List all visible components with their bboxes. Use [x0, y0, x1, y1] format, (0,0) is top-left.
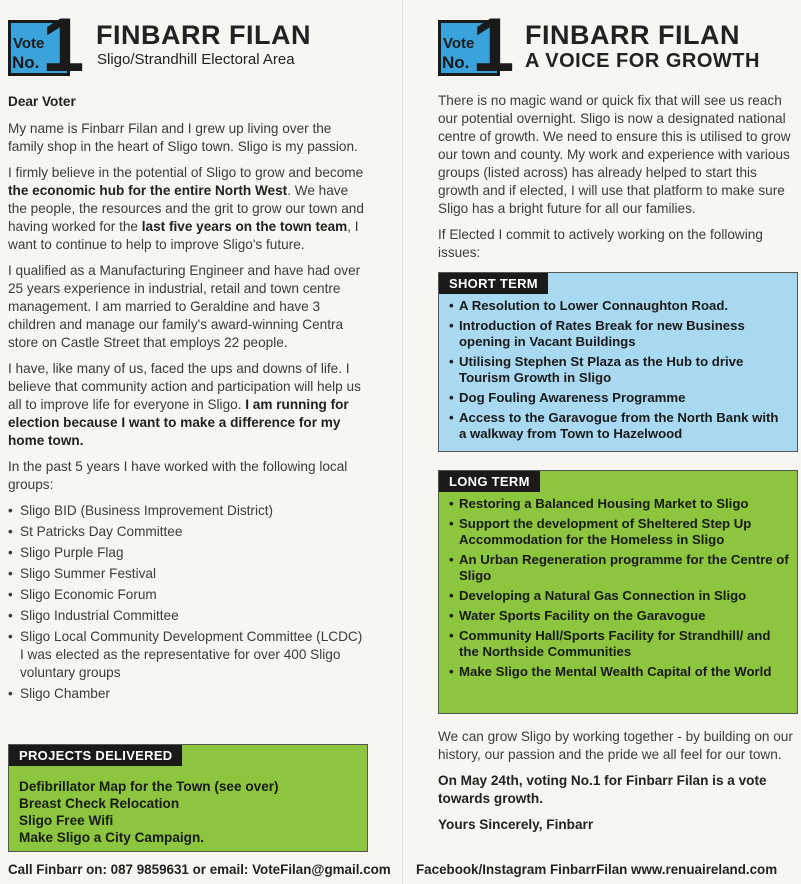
groups-intro: In the past 5 years I have worked with the following local groups: — [8, 459, 348, 492]
list-item: Breast Check Relocation — [19, 796, 180, 811]
list-item: • Introduction of Rates Break for new Business opening in Vacant Buildings — [449, 318, 789, 350]
list-item: • Sligo Industrial Committee — [8, 607, 368, 625]
background-paragraph: I qualified as a Manufacturing Engineer and have had over 25 years experience in industrial, retail and town centre management. I am married to Geraldine and have 3 children and manage our family's award-winning Centra store on Castle Street that employs 22 people. — [8, 263, 361, 350]
belief-text-e: , I want to continue to help to improve Sligo's future. — [8, 219, 359, 252]
logo-vote-text: Vote — [443, 35, 475, 52]
intro-paragraph: My name is Finbarr Filan and I grew up living over the family shop in the heart of Sligo town. Sligo is my passion. — [8, 121, 358, 154]
signoff: Yours Sincerely, Finbarr — [438, 817, 594, 832]
left-body — [8, 93, 368, 706]
list-item: Make Sligo a City Campaign. — [19, 830, 205, 845]
list-item: • Dog Fouling Awareness Programme — [449, 390, 789, 406]
community-paragraph — [8, 360, 368, 450]
list-item: • Community Hall/Sports Facility for Strandhill/ and the Northside Communities — [449, 628, 789, 660]
logo-one-text: 1 — [472, 3, 515, 88]
list-item: Sligo Free Wifi — [19, 813, 114, 828]
column-divider — [402, 0, 403, 884]
growth-paragraph: There is no magic wand or quick fix that will see us reach our potential overnight. Sligo is now a designated national centre of growth. We need to ensure this is utilised to grow our town and county. My work and experience with various groups (listed across) has already helped to start this growth and if elected, I will use that platform to make sure Sligo has a bright future for all our families. — [438, 93, 791, 216]
logo-one-text: 1 — [42, 3, 85, 88]
short-term-tag: SHORT TERM — [439, 273, 548, 294]
list-item: • A Resolution to Lower Connaughton Road. — [449, 298, 789, 314]
list-item: • St Patricks Day Committee — [8, 523, 368, 541]
list-item: • Sligo Purple Flag — [8, 544, 368, 562]
list-item: • Developing a Natural Gas Connection in Sligo — [449, 588, 789, 604]
list-item: • Support the development of Sheltered Step Up Accommodation for the Homeless in Sligo — [449, 516, 789, 548]
right-header — [410, 0, 801, 88]
left-column — [0, 0, 400, 877]
vote-no1-logo — [8, 3, 85, 88]
list-item: • Utilising Stephen St Plaza as the Hub to drive Tourism Growth in Sligo — [449, 354, 789, 386]
logo-no-text: No. — [12, 53, 40, 72]
slogan: A VOICE FOR GROWTH — [525, 50, 760, 72]
belief-bold-d: last five years on the town team — [141, 219, 348, 234]
belief-paragraph — [8, 164, 368, 254]
list-item: • An Urban Regeneration programme for the Centre of Sligo — [449, 552, 789, 584]
belief-bold-b: the economic hub for the entire North West — [8, 183, 288, 198]
social-footer: Facebook/Instagram FinbarrFilan www.renuaireland.com — [416, 862, 778, 877]
right-body — [438, 92, 798, 270]
right-column — [410, 0, 801, 877]
long-term-list — [439, 492, 797, 688]
greeting: Dear Voter — [8, 94, 76, 109]
projects-tag: PROJECTS DELIVERED — [9, 745, 182, 766]
list-item: • Make Sligo the Mental Wealth Capital of the World — [449, 664, 789, 680]
electoral-area: Sligo/Strandhill Electoral Area — [97, 51, 295, 68]
candidate-name: FINBARR FILAN — [96, 20, 311, 50]
logo-no-text: No. — [442, 53, 470, 72]
closing-paragraph: We can grow Sligo by working together - by building on our history, our passion and the pride we all feel for our town. — [438, 729, 793, 762]
left-header — [0, 0, 400, 88]
belief-text-a: I firmly believe in the potential of Sligo to grow and become — [8, 165, 364, 180]
vote-call: On May 24th, voting No.1 for Finbarr Filan is a vote towards growth. — [438, 773, 767, 806]
list-item: • Water Sports Facility on the Garavogue — [449, 608, 789, 624]
projects-list — [9, 766, 367, 852]
list-item: Defibrillator Map for the Town (see over) — [19, 779, 279, 794]
short-term-box — [438, 272, 798, 452]
list-item: • Sligo Summer Festival — [8, 565, 368, 583]
vote-no1-logo — [438, 3, 515, 88]
community-text-a: I have, like many of us, faced the ups and downs of life. I believe that community action and participation will help us all to improve life for everyone in Sligo. — [8, 361, 361, 412]
list-item: • Sligo BID (Business Improvement District) — [8, 502, 368, 520]
list-item: • Sligo Chamber — [8, 685, 368, 703]
groups-list — [8, 502, 368, 703]
community-bold-b: I am running for election because I want to make a difference for my home town. — [8, 397, 349, 448]
contact-footer: Call Finbarr on: 087 9859631 or email: VoteFilan@gmail.com — [8, 862, 391, 877]
logo-vote-text: Vote — [13, 35, 45, 52]
list-item: • Restoring a Balanced Housing Market to Sligo — [449, 496, 789, 512]
commit-paragraph: If Elected I commit to actively working on the following issues: — [438, 227, 763, 260]
closing-section — [438, 728, 798, 842]
candidate-name: FINBARR FILAN — [525, 20, 740, 50]
short-term-list — [439, 294, 797, 450]
long-term-tag: LONG TERM — [439, 471, 540, 492]
belief-text-c: . We have the people, the resources and the grit to grow our town and having worked for the — [8, 183, 364, 234]
long-term-box — [438, 470, 798, 714]
list-item: • Sligo Economic Forum — [8, 586, 368, 604]
list-item: • Access to the Garavogue from the North Bank with a walkway from Town to Hazelwood — [449, 410, 789, 442]
list-item: • Sligo Local Community Development Committee (LCDC) I was elected as the representative for over 400 Sligo voluntary groups — [8, 628, 368, 682]
projects-delivered-box — [8, 744, 368, 852]
